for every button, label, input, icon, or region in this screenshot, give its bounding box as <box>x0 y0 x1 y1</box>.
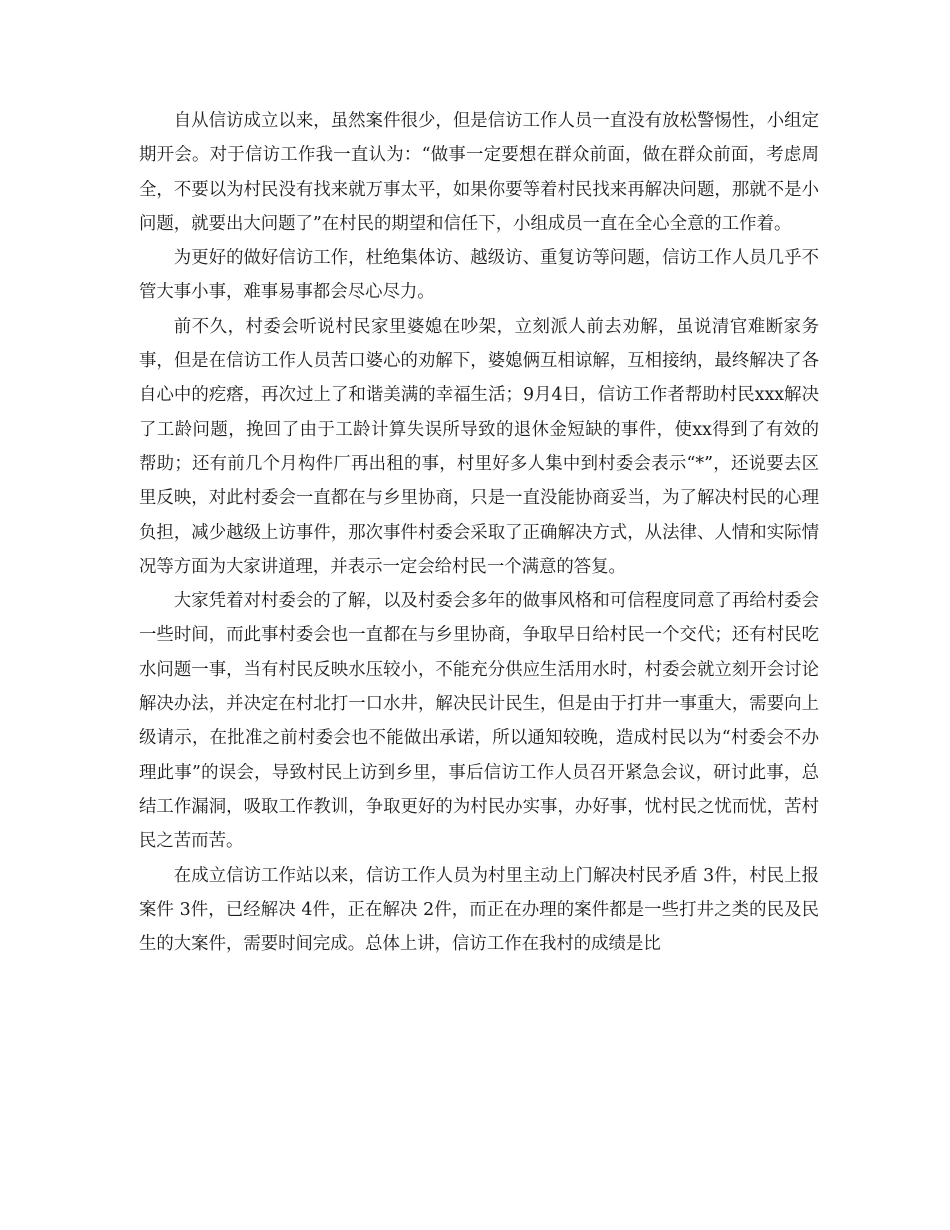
paragraph: 在成立信访工作站以来，信访工作人员为村里主动上门解决村民矛盾 3件，村民上报案件 3件，已经解决 4件，正在解决 2件，而正在办理的案件都是一些打井之类的民及民生的大案件，需要时间完成。总体上讲，信访工作在我村的成绩是比 <box>139 865 819 955</box>
paragraph: 为更好的做好信访工作，杜绝集体访、越级访、重复访等问题，信访工作人员几乎不管大事小事，难事易事都会尽心尽力。 <box>139 248 819 303</box>
paragraph: 大家凭着对村委会的了解，以及村委会多年的做事风格和可信程度同意了再给村委会一些时间，而此事村委会也一直都在与乡里协商，争取早日给村民一个交代；还有村民吃水问题一事，当有村民反映水压较小，不能充分供应生活用水时，村委会就立刻开会讨论解决办法，并决定在村北打一口水井，解决民计民生，但是由于打井一事重大，需要向上级请示，在批准之前村委会也不能做出承诺，所以通知较晚，造成村民以为“村委会不办理此事”的误会，导致村民上访到乡里，事后信访工作人员召开紧急会议，研讨此事，总结工作漏洞，吸取工作教训，争取更好的为村民办实事，办好事，忧村民之忧而忧，苦村民之苦而苦。 <box>139 591 819 852</box>
document-body <box>139 104 819 961</box>
paragraph: 前不久，村委会听说村民家里婆媳在吵架，立刻派人前去劝解，虽说清官难断家务事，但是在信访工作人员苦口婆心的劝解下，婆媳俩互相谅解，互相接纳，最终解决了各自心中的疙瘩，再次过上了和谐美满的幸福生活；9月4日，信访工作者帮助村民xxx解决了工龄问题，挽回了由于工龄计算失误所导致的退休金短缺的事件，使xx得到了有效的帮助；还有前几个月构件厂再出租的事，村里好多人集中到村委会表示“*”，还说要去区里反映，对此村委会一直都在与乡里协商，只是一直没能协商妥当，为了解决村民的心理负担，减少越级上访事件，那次事件村委会采取了正确解决方式，从法律、人情和实际情况等方面为大家讲道理，并表示一定会给村民一个满意的答复。 <box>139 316 819 577</box>
paragraph: 自从信访成立以来，虽然案件很少，但是信访工作人员一直没有放松警惕性，小组定期开会。对于信访工作我一直认为：“做事一定要想在群众前面，做在群众前面，考虑周全，不要以为村民没有找来就万事太平，如果你要等着村民找来再解决问题，那就不是小问题，就要出大问题了”在村民的期望和信任下，小组成员一直在全心全意的工作着。 <box>139 111 819 234</box>
